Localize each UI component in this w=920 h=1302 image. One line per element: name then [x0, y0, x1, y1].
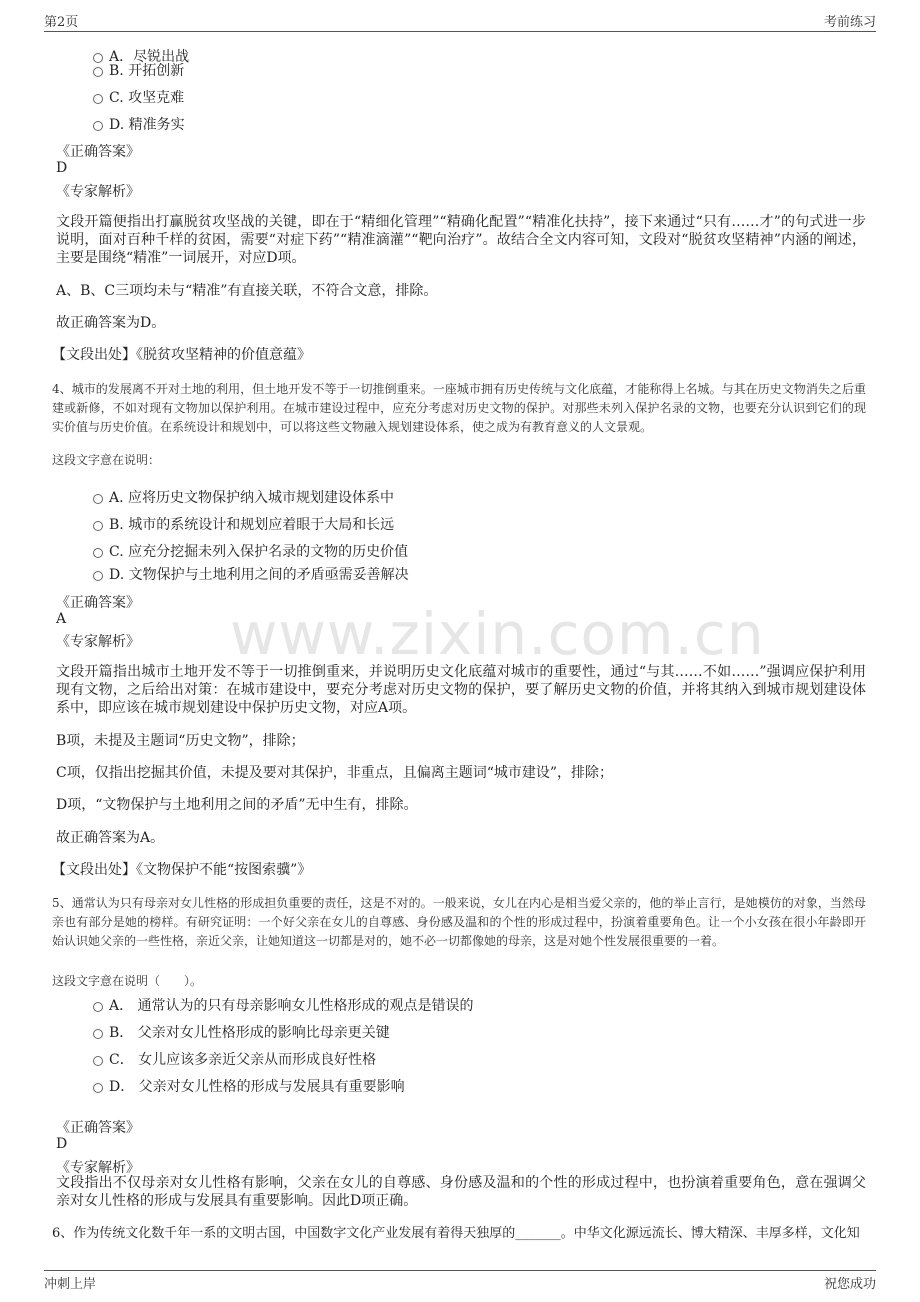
option-a[interactable]: [93, 487, 394, 507]
answer-value: D: [56, 160, 68, 176]
radio-icon[interactable]: [93, 1029, 103, 1039]
option-label: D． 父亲对女儿性格的形成与发展具有重要影响: [109, 1079, 405, 1095]
radio-icon[interactable]: [93, 494, 103, 504]
option-b[interactable]: [93, 514, 394, 534]
option-label: B． 父亲对女儿性格形成的影响比母亲更关键: [109, 1025, 390, 1041]
option-label: C. 应充分挖掘未列入保护名录的文物的历史价值: [109, 544, 409, 560]
analysis-text: 故正确答案为A。: [56, 830, 165, 846]
question-prompt: 这段文字意在说明：: [52, 453, 161, 467]
option-b[interactable]: [93, 60, 184, 80]
analysis-text: 文段开篇便指出打赢脱贫攻坚战的关键，即在于“精细化管理”“精确化配置”“精准化扶持”，接下来通过“只有……才”的句式进一步说明，面对百种千样的贫困，需要“对症下药”“精准滴灌”“靶向治疗”。故结合全文内容可知，文段对“脱贫攻坚精神”内涵的阐述，主要是围绕“精准”一词展开，对应D项。: [56, 214, 866, 266]
option-label: B. 开拓创新: [109, 63, 185, 79]
option-c[interactable]: [93, 541, 408, 561]
source-citation: 【文段出处】《脱贫攻坚精神的价值意蕴》: [52, 347, 311, 363]
option-a[interactable]: [93, 995, 474, 1015]
answer-value: D: [56, 1136, 68, 1152]
analysis-label: 《专家解析》: [56, 634, 140, 650]
option-d[interactable]: [93, 564, 409, 584]
radio-icon[interactable]: [93, 571, 103, 581]
analysis-text: D项，“文物保护与土地利用之间的矛盾”无中生有，排除。: [56, 797, 418, 813]
option-label: D. 文物保护与土地利用之间的矛盾亟需妥善解决: [109, 567, 409, 583]
source-citation: 【文段出处】《文物保护不能“按图索骥”》: [52, 862, 312, 878]
analysis-text: 文段开篇指出城市土地开发不等于一切推倒重来，并说明历史文化底蕴对城市的重要性，通过“与其……不如……”强调应保护利用现有文物，之后给出对策：在城市建设中，要充分考虑对历史文物的保护，要了解历史文物的价值，并将其纳入到城市规划建设体系中，即应该在城市规划建设中保护历史文物，对应A项。: [56, 664, 866, 716]
option-label: A． 通常认为的只有母亲影响女儿性格形成的观点是错误的: [109, 998, 474, 1014]
radio-icon[interactable]: [93, 94, 103, 104]
header-title: 考前练习: [823, 15, 876, 30]
page-number: 第2页: [44, 15, 79, 30]
radio-icon[interactable]: [93, 1083, 103, 1093]
option-label: C. 攻坚克难: [109, 90, 185, 106]
option-label: A．尽锐出战: [109, 49, 190, 65]
answer-label: 《正确答案》: [56, 595, 140, 611]
footer-left: 冲刺上岸: [44, 1277, 97, 1292]
answer-label: 《正确答案》: [56, 144, 140, 160]
analysis-text: A、B、C三项均未与“精准”有直接关联，不符合文意，排除。: [56, 283, 438, 299]
footer-rule: [44, 1270, 876, 1271]
option-label: C． 女儿应该多亲近父亲从而形成良好性格: [109, 1052, 377, 1068]
analysis-text: C项，仅指出挖掘其价值，未提及要对其保护，非重点，且偏离主题词“城市建设”，排除；: [56, 765, 614, 781]
option-label: A. 应将历史文物保护纳入城市规划建设体系中: [109, 490, 395, 506]
question-stem: 5、通常认为只有母亲对女儿性格的形成担负重要的责任，这是不对的。一般来说，女儿在内心是相当爱父亲的，他的举止言行，是她模仿的对象，当然母亲也有部分是她的榜样。有研究证明：一个好父亲在女儿的自尊感、身份感及温和的个性的形成过程中，扮演着重要角色。让一个小女孩在很小年龄即开始认识她父亲的一些性格，亲近父亲，让她知道这一切都是对的，她不必一切都像她的母亲，这是对她个性发展很重要的一着。: [52, 896, 866, 948]
radio-icon[interactable]: [93, 121, 103, 131]
question-stem: 4、城市的发展离不开对土地的利用，但土地开发不等于一切推倒重来。一座城市拥有历史传统与文化底蕴，才能称得上名城。与其在历史文物消失之后重建或新修，不如对现有文物加以保护利用。在城市建设过程中，应充分考虑对历史文物的保护。对那些未列入保护名录的文物，也要充分认识到它们的现实价值与历史价值。在系统设计和规划中，可以将这些文物融入规划建设体系，使之成为有教育意义的人文景观。: [52, 382, 866, 434]
analysis-label: 《专家解析》: [56, 184, 140, 200]
radio-icon[interactable]: [93, 67, 103, 77]
question-stem: 6、作为传统文化数千年一系的文明古国，中国数字文化产业发展有着得天独厚的_______。中华文化源远流长、博大精深、丰厚多样，文化知: [52, 1226, 860, 1241]
option-label: D. 精准务实: [109, 117, 185, 133]
radio-icon[interactable]: [93, 1002, 103, 1012]
watermark: www.zixin.com.cn: [230, 600, 765, 668]
analysis-text: B项，未提及主题词“历史文物”，排除；: [56, 733, 305, 749]
answer-value: A: [56, 611, 67, 627]
option-label: B. 城市的系统设计和规划应着眼于大局和长远: [109, 517, 395, 533]
analysis-text: 故正确答案为D。: [56, 315, 166, 331]
analysis-text: 文段指出不仅母亲对女儿性格有影响，父亲在女儿的自尊感、身份感及温和的个性的形成过程中，也扮演着重要角色，意在强调父亲对女儿性格的形成与发展具有重要影响。因此D项正确。: [56, 1175, 866, 1209]
option-d[interactable]: [93, 114, 185, 134]
radio-icon[interactable]: [93, 1056, 103, 1066]
option-b[interactable]: [93, 1022, 390, 1042]
option-d[interactable]: [93, 1076, 405, 1096]
radio-icon[interactable]: [93, 548, 103, 558]
option-c[interactable]: [93, 87, 184, 107]
analysis-label: 《专家解析》: [56, 1160, 140, 1176]
question-prompt: 这段文字意在说明（ ）。: [52, 974, 203, 988]
option-c[interactable]: [93, 1049, 376, 1069]
footer-right: 祝您成功: [823, 1277, 876, 1292]
answer-label: 《正确答案》: [56, 1120, 140, 1136]
header-rule: [44, 31, 876, 32]
radio-icon[interactable]: [93, 521, 103, 531]
